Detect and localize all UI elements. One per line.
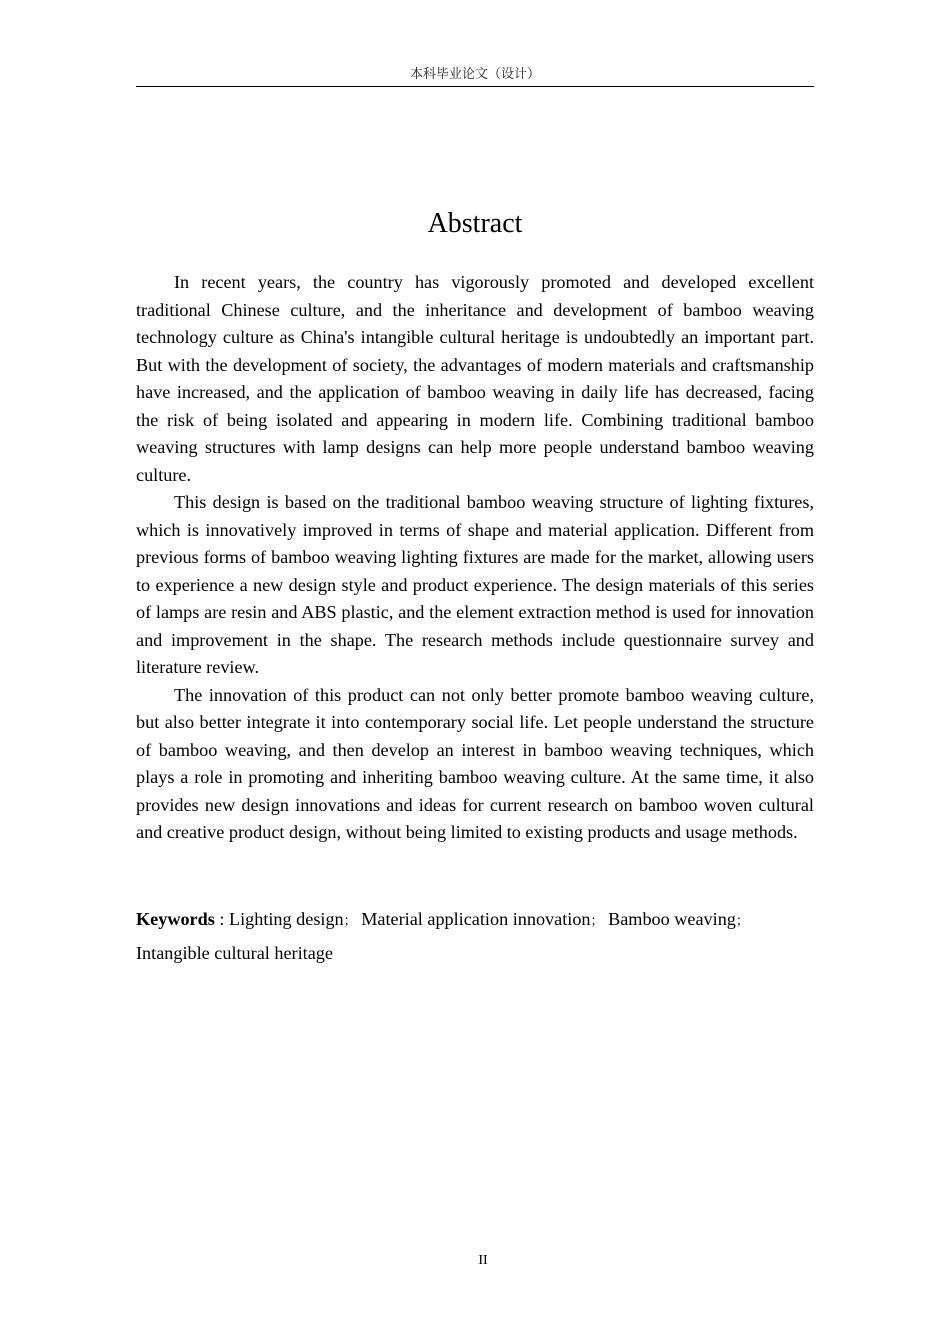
running-header: 本科毕业论文（设计） <box>409 67 540 82</box>
keywords-colon: : <box>214 909 229 929</box>
keyword-item-3: Bamboo weaving <box>608 909 736 929</box>
abstract-paragraph-1: In recent years, the country has vigorously promoted and developed excellent traditional Chinese culture, and the inheritance and development of bamboo weaving technology culture as China's intangible cultural heritage is undoubtedly an important part. But with the development of society, the advantages of modern materials and craftsmanship have increased, and the application of bamboo weaving in daily life has decreased, facing the risk of being isolated and appearing in modern life. Combining traditional bamboo weaving structures with lamp designs can help more people understand bamboo weaving culture. <box>136 272 814 485</box>
keywords-label: Keywords <box>136 909 215 929</box>
keyword-separator: ； <box>590 914 604 929</box>
keyword-item-2: Material application innovation <box>361 909 591 929</box>
page-number: II <box>478 1253 488 1268</box>
abstract-title: Abstract <box>427 208 523 239</box>
keyword-item-1: Lighting design <box>228 909 344 929</box>
abstract-paragraph-2: This design is based on the traditional bamboo weaving structure of lighting fixtures, which is innovatively improved in terms of shape and material application. Different from previous forms of bamboo weaving lighting fixtures are made for the market, allowing users to experience a new design style and product experience. The design materials of this series of lamps are resin and ABS plastic, and the element extraction method is used for innovation and improvement in the shape. The research methods include questionnaire survey and literature review. <box>136 492 814 677</box>
keyword-separator: ； <box>735 914 749 929</box>
keywords-line <box>136 904 814 969</box>
keyword-separator: ； <box>343 914 357 929</box>
header-rule <box>136 86 814 87</box>
abstract-paragraph-3: The innovation of this product can not only better promote bamboo weaving culture, but also better integrate it into contemporary social life. Let people understand the structure of bamboo weaving, and then develop an interest in bamboo weaving techniques, which plays a role in promoting and inheriting bamboo weaving culture. At the same time, it also provides new design innovations and ideas for current research on bamboo woven cultural and creative product design, without being limited to existing products and usage methods. <box>136 684 814 842</box>
abstract-body <box>136 269 814 847</box>
keyword-item-4: Intangible cultural heritage <box>136 942 333 963</box>
